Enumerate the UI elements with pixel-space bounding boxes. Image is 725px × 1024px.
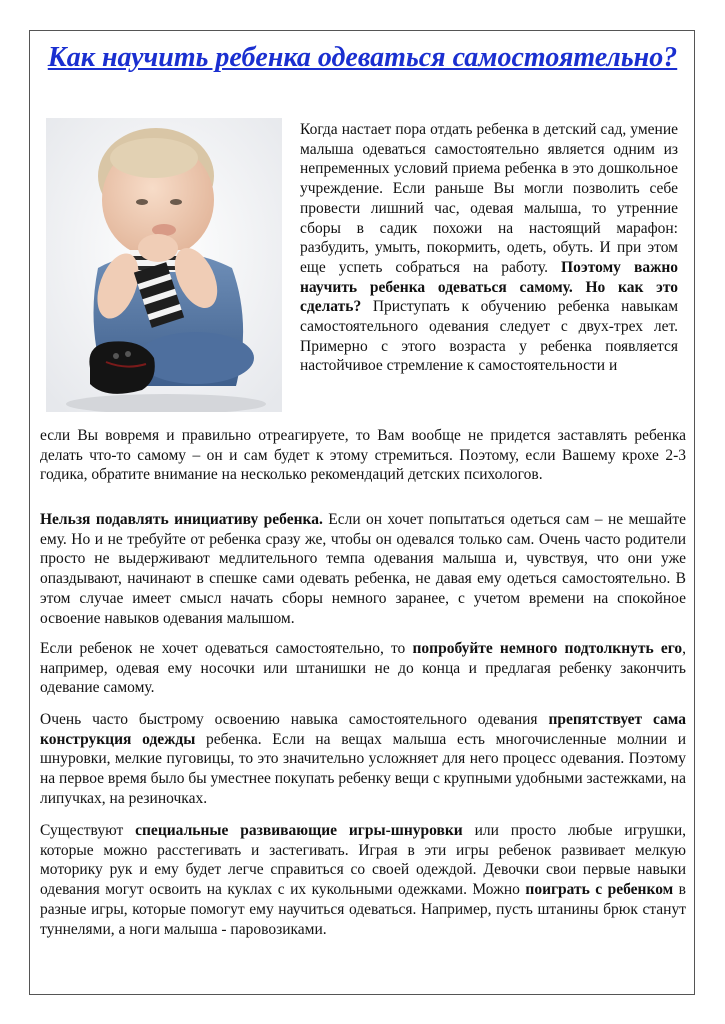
p3-text-2: , например, одевая ему носочки или штанишки не до конца и предлагая ребенку закончить одевание самому. <box>40 640 686 697</box>
child-photo-illustration <box>46 118 282 412</box>
p3-emphasis: попробуйте немного подтолкнуть его <box>412 640 683 657</box>
p2-text: Если он хочет попытаться одеться сам – не мешайте ему. Но и не требуйте от ребенка сразу же, чтобы он одевался только сам. Очень часто родители просто не выдерживают медлительного темпа одевания малыша и, чувствуя, что они уже опаздывают, начинают в спешке сами одевать ребенка, не давая ему одеться самостоятельно. В этом случае имеет смысл начать сборы немного заранее, с учетом времени на спокойное освоение навыков одевания малышом. <box>40 511 686 627</box>
paragraph-continuation <box>40 426 686 485</box>
intro-text-2: Приступать к обучению ребенка навыкам самостоятельного одевания следует с двух-трех лет. Примерно с этого возраста у ребенка появляется настойчивое стремление к самостоятельности и <box>300 298 678 375</box>
p3-text-1: Если ребенок не хочет одеваться самостоятельно, то <box>40 640 413 657</box>
p5-emphasis-1: специальные развивающие игры-шнуровки <box>135 822 463 839</box>
paragraph-clothing-design <box>40 710 686 809</box>
p4-text-2: ребенка. Если на вещах малыша есть многочисленные молнии и шнуровки, мелкие пуговицы, то это значительно усложняет для него процесс одевания. Поэтому на первое время было бы уместнее покупать ребенку вещи с крупными удобными застежками, на липучках, на резиночках. <box>40 730 686 807</box>
intro-text-1: Когда настает пора отдать ребенка в детский сад, умение малыша одеваться самостоятельно является одним из непременных условий приема ребенка в это дошкольное учреждение. Если раньше Вы могли позволить себе провести лишний час, одевая малыша, то утренние сборы в садик похожи на настоящий марафон: разбудить, умыть, покормить, одеть, обуть. И при этом еще успеть собраться на работу. <box>300 121 678 276</box>
intro-paragraph <box>300 120 678 376</box>
intro-emphasis: Поэтому важно научить ребенка одеваться самому. Но как это сделать? <box>300 258 678 316</box>
p1-text: если Вы вовремя и правильно отреагируете, то Вам вообще не придется заставлять ребенка делать что-то самому – он и сам будет к этому стремиться. Поэтому, если Вашему крохе 2-3 годика, обратите внимание на несколько рекомендаций детских психологов. <box>40 427 686 484</box>
p5-text-1: Существуют <box>40 822 136 839</box>
page-title: Как научить ребенка одеваться самостоятельно? <box>47 42 678 73</box>
p5-emphasis-2: поиграть с ребенком <box>525 881 674 899</box>
paragraph-nudge <box>40 639 686 698</box>
paragraph-games <box>40 821 686 939</box>
p5-text-3: в разные игры, которые помогут ему научиться одеваться. Например, пусть штанины брюк станут туннелями, а ноги малыша - паровозиками. <box>40 881 686 938</box>
p5-text-2: или просто любые игрушки, которые можно расстегивать и застегивать. Играя в эти игры ребенок развивает мелкую моторику рук и ему будет легче справиться со своей одеждой. Девочки свои первые навыки одевания могут освоить на куклах с их кукольными одежками. Можно <box>40 822 686 899</box>
p2-emphasis: Нельзя подавлять инициативу ребенка. <box>40 511 323 528</box>
p4-text-1: Очень часто быстрому освоению навыка самостоятельного одевания <box>40 711 549 728</box>
p4-emphasis: препятствует сама конструкция одежды <box>40 711 686 748</box>
paragraph-initiative <box>40 510 686 628</box>
child-putting-on-shoe-photo <box>46 118 282 412</box>
